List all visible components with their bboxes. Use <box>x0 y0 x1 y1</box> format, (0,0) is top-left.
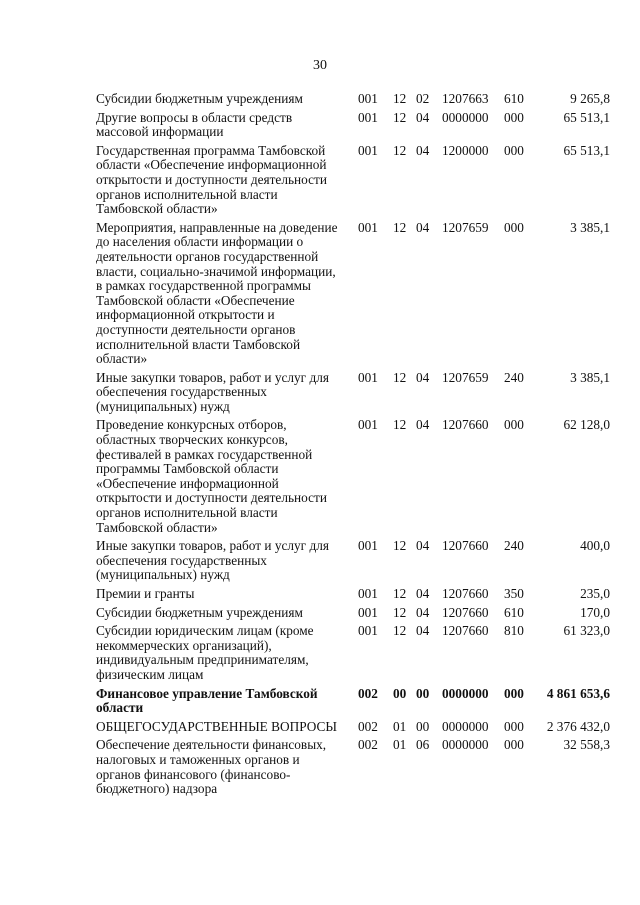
budget-table <box>96 92 616 801</box>
row-vr: 240 <box>504 369 524 385</box>
row-subsection: 00 <box>416 718 430 734</box>
row-section: 12 <box>393 417 407 433</box>
row-subsection: 04 <box>416 109 430 125</box>
row-subsection: 02 <box>416 91 430 106</box>
row-grbs: 001 <box>358 604 378 620</box>
row-name: Мероприятия, направленные на доведение до населения области информации о деятельности органов государственной власти, социально-значимой информации, в рамках государственной программы Тамбовской области «Обеспечение информационной открытости и доступности деятельности органов исполнительной власти Тамбовской области» <box>96 219 338 367</box>
row-sum: 3 385,1 <box>570 369 610 385</box>
table-row <box>96 606 616 621</box>
row-grbs: 001 <box>358 417 378 433</box>
row-vr: 810 <box>504 623 524 639</box>
row-csr: 0000000 <box>442 685 489 701</box>
row-vr: 000 <box>504 737 524 753</box>
row-name: Иные закупки товаров, работ и услуг для обеспечения государственных (муниципальных) нужд <box>96 369 329 414</box>
row-grbs: 001 <box>358 142 378 158</box>
row-subsection: 06 <box>416 737 430 753</box>
row-section: 01 <box>393 718 407 734</box>
row-vr: 000 <box>504 718 524 734</box>
row-subsection: 04 <box>416 604 430 620</box>
row-grbs: 001 <box>358 369 378 385</box>
table-row <box>96 624 616 682</box>
row-section: 12 <box>393 538 407 554</box>
row-vr: 610 <box>504 91 524 106</box>
row-grbs: 001 <box>358 586 378 601</box>
row-name: ОБЩЕГОСУДАРСТВЕННЫЕ ВОПРОСЫ <box>96 718 337 734</box>
table-row <box>96 587 616 602</box>
row-name: Иные закупки товаров, работ и услуг для обеспечения государственных (муниципальных) нужд <box>96 538 329 583</box>
table-row <box>96 539 616 583</box>
row-name: Субсидии бюджетным учреждениям <box>96 91 303 106</box>
row-name: Премии и гранты <box>96 586 195 601</box>
row-section: 12 <box>393 604 407 620</box>
row-vr: 000 <box>504 685 524 701</box>
row-section: 12 <box>393 219 407 235</box>
row-section: 12 <box>393 623 407 639</box>
row-csr: 1207660 <box>442 586 489 601</box>
row-csr: 1207660 <box>442 623 489 639</box>
row-name: Другие вопросы в области средств массовой информации <box>96 109 293 140</box>
row-csr: 1207659 <box>442 219 489 235</box>
row-grbs: 002 <box>358 737 378 753</box>
row-grbs: 002 <box>358 685 378 701</box>
row-section: 00 <box>393 685 407 701</box>
row-sum: 170,0 <box>580 604 610 620</box>
row-section: 12 <box>393 586 407 601</box>
row-grbs: 001 <box>358 623 378 639</box>
row-subsection: 04 <box>416 369 430 385</box>
row-name: Субсидии бюджетным учреждениям <box>96 604 303 620</box>
table-row <box>96 687 616 716</box>
row-sum: 32 558,3 <box>563 737 610 753</box>
row-grbs: 001 <box>358 91 378 106</box>
table-row <box>96 371 616 415</box>
row-name: Финансовое управление Тамбовской области <box>96 685 318 716</box>
row-sum: 65 513,1 <box>563 109 610 125</box>
row-csr: 0000000 <box>442 109 489 125</box>
row-grbs: 001 <box>358 219 378 235</box>
row-vr: 000 <box>504 219 524 235</box>
row-vr: 000 <box>504 417 524 433</box>
row-section: 12 <box>393 369 407 385</box>
row-csr: 1207660 <box>442 417 489 433</box>
row-section: 12 <box>393 109 407 125</box>
row-subsection: 00 <box>416 685 430 701</box>
row-subsection: 04 <box>416 623 430 639</box>
row-subsection: 04 <box>416 142 430 158</box>
row-csr: 1207660 <box>442 604 489 620</box>
row-sum: 400,0 <box>580 538 610 554</box>
row-sum: 235,0 <box>580 586 610 601</box>
row-vr: 350 <box>504 586 524 601</box>
row-subsection: 04 <box>416 219 430 235</box>
row-name: Обеспечение деятельности финансовых, налоговых и таможенных органов и органов финансового (финансово-бюджетного) надзора <box>96 737 327 797</box>
row-sum: 2 376 432,0 <box>546 718 610 734</box>
row-subsection: 04 <box>416 586 430 601</box>
row-sum: 9 265,8 <box>570 91 610 106</box>
row-sum: 4 861 653,6 <box>546 685 610 701</box>
row-vr: 240 <box>504 538 524 554</box>
row-csr: 0000000 <box>442 737 489 753</box>
page-number: 30 <box>313 58 327 73</box>
row-vr: 000 <box>504 142 524 158</box>
row-grbs: 001 <box>358 538 378 554</box>
row-vr: 610 <box>504 604 524 620</box>
table-row <box>96 720 616 735</box>
row-section: 12 <box>393 91 407 106</box>
row-section: 01 <box>393 737 407 753</box>
table-row <box>96 92 616 107</box>
row-csr: 1207660 <box>442 538 489 554</box>
row-vr: 000 <box>504 109 524 125</box>
row-grbs: 002 <box>358 718 378 734</box>
row-name: Государственная программа Тамбовской области «Обеспечение информационной открытости и доступности деятельности органов исполнительной власти Тамбовской области» <box>96 142 327 217</box>
table-row <box>96 111 616 140</box>
row-csr: 1207663 <box>442 91 489 106</box>
row-csr: 0000000 <box>442 718 489 734</box>
row-name: Субсидии юридическим лицам (кроме некоммерческих организаций), индивидуальным предпринимателям, физическим лицам <box>96 623 314 682</box>
row-section: 12 <box>393 142 407 158</box>
table-row <box>96 418 616 535</box>
row-sum: 3 385,1 <box>570 219 610 235</box>
table-row <box>96 144 616 217</box>
row-sum: 61 323,0 <box>563 623 610 639</box>
row-sum: 65 513,1 <box>563 142 610 158</box>
row-subsection: 04 <box>416 417 430 433</box>
row-name: Проведение конкурсных отборов, областных творческих конкурсов, фестивалей в рамках государственной программы Тамбовской области «Обеспечение информационной открытости и доступности деятельности органов исполнительной власти Тамбовской области» <box>96 417 327 535</box>
row-sum: 62 128,0 <box>563 417 610 433</box>
table-row <box>96 221 616 367</box>
table-row <box>96 738 616 796</box>
row-csr: 1200000 <box>442 142 489 158</box>
row-csr: 1207659 <box>442 369 489 385</box>
row-grbs: 001 <box>358 109 378 125</box>
row-subsection: 04 <box>416 538 430 554</box>
